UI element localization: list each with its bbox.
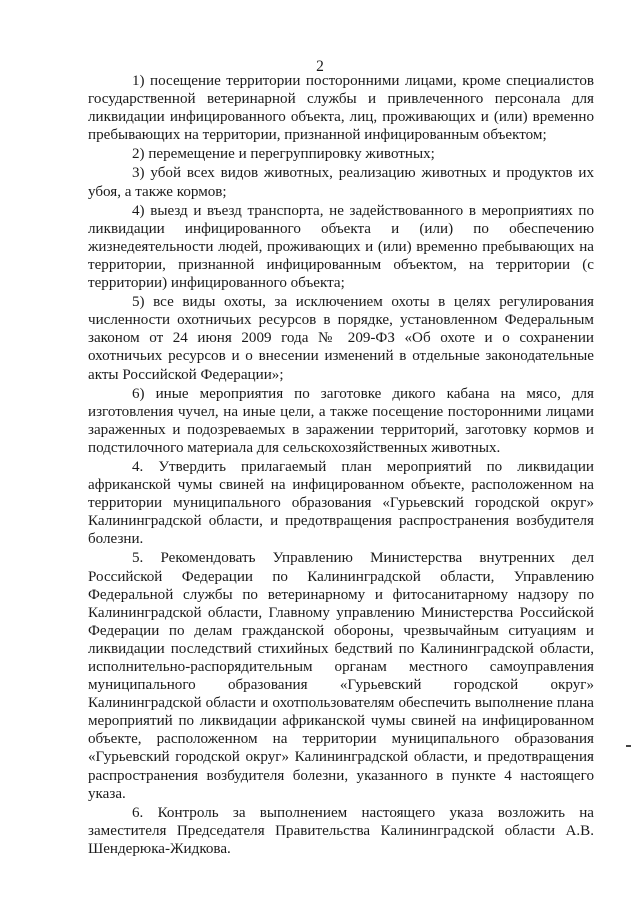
paragraph-item-2: 2) перемещение и перегруппировку животных;	[132, 146, 435, 163]
margin-mark	[626, 745, 631, 747]
page-number: 2	[316, 58, 324, 75]
document-body	[88, 72, 594, 858]
paragraph-point-5: 5. Рекомендовать Управлению Министерства внутренних дел Российской Федерации по Калининградской области, Управлению Федеральной службы по ветеринарному и фитосанитарному надзору по Калининградской области, Главному управлению Министерства Российской Федерации по делам гражданской обороны, чрезвычайным ситуациям и ликвидации последствий стихийных бедствий по Калининградской области, исполнительно-распорядительным органам местного самоуправления муниципального образования «Гурьевский городской округ» Калининградской области и охотпользователям обеспечить выполнение плана мероприятий по ликвидации африканской чумы свиней на инфицированном объекте, расположенном на территории муниципального образования «Гурьевский городской округ» Калининградской области, и предотвращения распространения возбудителя болезни, указанного в пункте 4 настоящего указа.	[88, 550, 594, 802]
paragraph-item-5: 5) все виды охоты, за исключением охоты в целях регулирования численности охотничьих ресурсов в порядке, установленном Федеральным законом от 24 июня 2009 года № 209-ФЗ «Об охоте и о сохранении охотничьих ресурсов и о внесении изменений в отдельные законодательные акты Российской Федерации»;	[88, 294, 594, 383]
paragraph-point-4: 4. Утвердить прилагаемый план мероприятий по ликвидации африканской чумы свиней на инфицированном объекте, расположенном на территории муниципального образования «Гурьевский городской округ» Калининградской области, и предотвращения распространения возбудителя болезни.	[88, 458, 594, 548]
paragraph-point-6: 6. Контроль за выполнением настоящего указа возложить на заместителя Председателя Правительства Калининградской области А.В. Шендерюка-Жидкова.	[88, 804, 594, 857]
paragraph-item-6: 6) иные мероприятия по заготовке дикого кабана на мясо, для изготовления чучел, на иные цели, а также посещение посторонними лицами зараженных и подозреваемых в заражении территорий, заготовку кормов и подстилочного материала для сельскохозяйственных животных.	[88, 385, 594, 456]
paragraph-item-3: 3) убой всех видов животных, реализацию животных и продуктов их убоя, а также кормов;	[88, 165, 594, 200]
paragraph-item-4: 4) выезд и въезд транспорта, не задействованного в мероприятиях по ликвидации инфицированного объекта и (или) по обеспечению жизнедеятельности людей, проживающих и (или) временно пребывающих на территории, признанной инфицированным объектом, на территории (с территории) инфицированного объекта;	[88, 202, 594, 292]
paragraph-item-1: 1) посещение территории посторонними лицами, кроме специалистов государственной ветеринарной службы и привлеченного персонала для ликвидации инфицированного объекта, лиц, проживающих и (или) временно пребывающих на территории, признанной инфицированным объектом;	[88, 73, 594, 144]
